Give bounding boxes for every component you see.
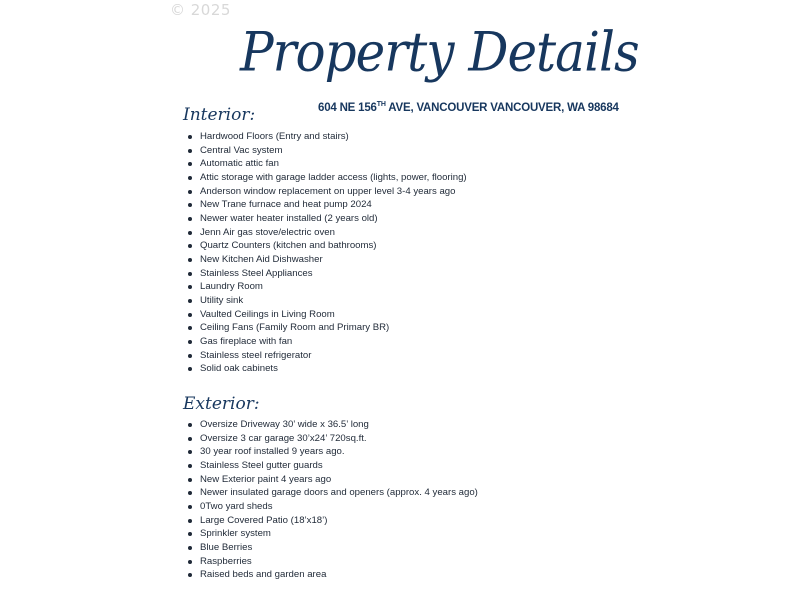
- bullet-icon: [188, 532, 192, 536]
- list-item-text: 30 year roof installed 9 years ago.: [200, 446, 345, 458]
- address-number-street: 604 NE 156: [318, 102, 377, 114]
- bullet-icon: [188, 546, 192, 550]
- list-item: [186, 335, 467, 349]
- list-item-text: Large Covered Patio (18’x18’): [200, 514, 328, 526]
- list-item-text: New Kitchen Aid Dishwasher: [200, 253, 323, 265]
- list-item: [186, 362, 467, 376]
- list-item: [186, 212, 467, 226]
- list-item-text: Stainless Steel gutter guards: [200, 459, 323, 471]
- list-item: [186, 280, 467, 294]
- list-item-text: Quartz Counters (kitchen and bathrooms): [200, 240, 377, 252]
- list-item: [186, 527, 478, 541]
- list-item: [186, 171, 467, 185]
- list-item: [186, 308, 467, 322]
- list-item: [186, 500, 478, 514]
- bullet-icon: [188, 272, 192, 276]
- exterior-heading: Exterior:: [183, 394, 260, 414]
- bullet-icon: [188, 176, 192, 180]
- bullet-icon: [188, 450, 192, 454]
- interior-heading: Interior:: [183, 105, 256, 125]
- list-item-text: Solid oak cabinets: [200, 363, 278, 375]
- list-item: [186, 432, 478, 446]
- list-item: [186, 144, 467, 158]
- list-item-text: Ceiling Fans (Family Room and Primary BR): [200, 322, 390, 334]
- list-item-text: Attic storage with garage ladder access (lights, power, flooring): [200, 171, 467, 183]
- list-item-text: New Trane furnace and heat pump 2024: [200, 199, 372, 211]
- address-rest: AVE, VANCOUVER VANCOUVER, WA 98684: [385, 102, 619, 114]
- bullet-icon: [188, 190, 192, 194]
- bullet-icon: [188, 560, 192, 564]
- bullet-icon: [188, 217, 192, 221]
- list-item: [186, 226, 467, 240]
- page-title: Property Details: [240, 20, 639, 84]
- list-item-text: Jenn Air gas stove/electric oven: [200, 226, 335, 238]
- bullet-icon: [188, 244, 192, 248]
- bullet-icon: [188, 505, 192, 509]
- property-address: [318, 102, 619, 114]
- address-ordinal-suffix: TH: [376, 101, 386, 109]
- bullet-icon: [188, 423, 192, 427]
- list-item-text: Anderson window replacement on upper level 3-4 years ago: [200, 185, 456, 197]
- bullet-icon: [188, 340, 192, 344]
- list-item-text: Utility sink: [200, 294, 244, 306]
- list-item: [186, 321, 467, 335]
- bullet-icon: [188, 203, 192, 207]
- list-item-text: Stainless Steel Appliances: [200, 267, 313, 279]
- list-item-text: Oversize Driveway 30’ wide x 36.5’ long: [200, 419, 369, 430]
- list-item: [186, 486, 478, 500]
- list-item: [186, 418, 478, 432]
- bullet-icon: [188, 162, 192, 166]
- bullet-icon: [188, 478, 192, 482]
- list-item: [186, 239, 467, 253]
- bullet-icon: [188, 464, 192, 468]
- exterior-feature-list: [186, 418, 478, 582]
- list-item-text: Sprinkler system: [200, 528, 271, 540]
- list-item: [186, 445, 478, 459]
- list-item: [186, 349, 467, 363]
- list-item-text: Gas fireplace with fan: [200, 335, 293, 347]
- list-item-text: Automatic attic fan: [200, 158, 279, 170]
- bullet-icon: [188, 231, 192, 235]
- list-item-text: Vaulted Ceilings in Living Room: [200, 308, 335, 320]
- list-item: [186, 157, 467, 171]
- list-item: [186, 198, 467, 212]
- list-item: [186, 253, 467, 267]
- bullet-icon: [188, 437, 192, 441]
- list-item: [186, 294, 467, 308]
- list-item: [186, 541, 478, 555]
- list-item-text: Hardwood Floors (Entry and stairs): [200, 131, 349, 142]
- bullet-icon: [188, 354, 192, 358]
- bullet-icon: [188, 326, 192, 330]
- list-item-text: Raspberries: [200, 555, 252, 567]
- list-item: [186, 267, 467, 281]
- list-item: [186, 568, 478, 582]
- list-item: [186, 459, 478, 473]
- list-item-text: Blue Berries: [200, 541, 253, 553]
- list-item-text: Laundry Room: [200, 281, 263, 293]
- bullet-icon: [188, 135, 192, 139]
- list-item-text: Central Vac system: [200, 144, 283, 156]
- list-item: [186, 514, 478, 528]
- bullet-icon: [188, 519, 192, 523]
- list-item-text: 0Two yard sheds: [200, 500, 273, 512]
- list-item-text: Newer water heater installed (2 years old): [200, 212, 378, 224]
- list-item-text: Stainless steel refrigerator: [200, 349, 312, 361]
- bullet-icon: [188, 367, 192, 371]
- list-item-text: Newer insulated garage doors and openers (approx. 4 years ago): [200, 487, 478, 499]
- bullet-icon: [188, 299, 192, 303]
- list-item: [186, 473, 478, 487]
- list-item-text: New Exterior paint 4 years ago: [200, 473, 332, 485]
- copyright-notice: © 2025: [170, 1, 231, 19]
- bullet-icon: [188, 573, 192, 577]
- bullet-icon: [188, 285, 192, 289]
- list-item-text: Oversize 3 car garage 30’x24’ 720sq.ft.: [200, 432, 367, 444]
- interior-feature-list: [186, 130, 467, 376]
- list-item-text: Raised beds and garden area: [200, 569, 327, 581]
- list-item: [186, 185, 467, 199]
- list-item: [186, 130, 467, 144]
- list-item: [186, 555, 478, 569]
- bullet-icon: [188, 258, 192, 262]
- bullet-icon: [188, 491, 192, 495]
- bullet-icon: [188, 313, 192, 317]
- bullet-icon: [188, 149, 192, 153]
